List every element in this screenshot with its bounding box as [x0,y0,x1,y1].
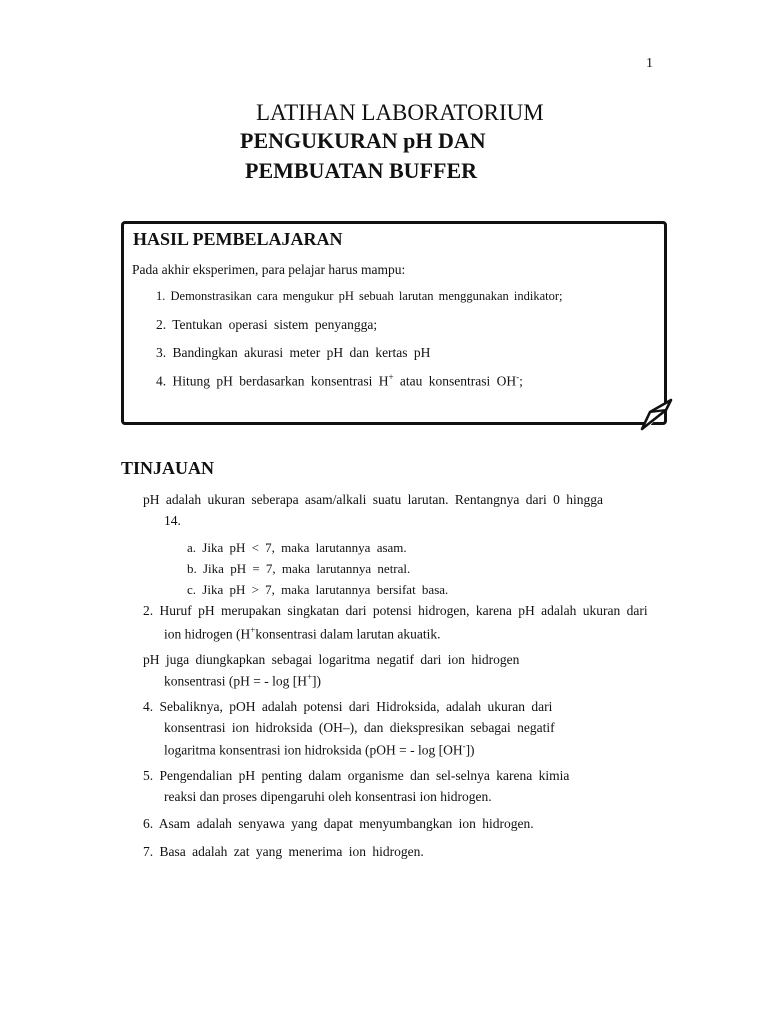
sub-item-a: a. Jika pH < 7, maka larutannya asam. [187,540,407,555]
paragraph-4-line-2: konsentrasi ion hidroksida (OH–), dan diekspresikan sebagai negatif [164,720,555,735]
paragraph-3-line-1: pH juga diungkapkan sebagai logaritma negatif dari ion hidrogen [143,652,520,667]
paragraph-1-line-1: pH adalah ukuran seberapa asam/alkali suatu larutan. Rentangnya dari 0 hingga [143,492,603,507]
learning-outcomes-intro: Pada akhir eksperimen, para pelajar harus mampu: [132,262,406,277]
text-span: konsentrasi (pH = - log [H [164,673,307,689]
text-span: logaritma konsentrasi ion hidroksida (pOH = - log [OH [164,742,463,758]
page-curl-icon [638,396,674,432]
learning-outcome-item: 3. Bandingkan akurasi meter pH dan kertas pH [156,345,431,360]
text-span: ]) [465,742,475,758]
text-span: ion hidrogen (H [164,626,251,642]
text-span: konsentrasi dalam larutan akuatik. [255,626,441,642]
text-span: ]) [312,673,322,689]
item-text: ; [519,373,523,389]
title-line-2: PENGUKURAN pH DAN [240,128,486,153]
title-line-1: LATIHAN LABORATORIUM [256,100,544,125]
paragraph-5-line-2: reaksi dan proses dipengaruhi oleh konsentrasi ion hidrogen. [164,789,492,804]
sub-item-c: c. Jika pH > 7, maka larutannya bersifat basa. [187,582,449,597]
sub-item-b: b. Jika pH = 7, maka larutannya netral. [187,561,411,576]
learning-outcome-item: 1. Demonstrasikan cara mengukur pH sebuah larutan menggunakan indikator; [156,289,563,303]
learning-outcome-item: 2. Tentukan operasi sistem penyangga; [156,317,378,332]
paragraph-2-line-1: 2. Huruf pH merupakan singkatan dari potensi hidrogen, karena pH adalah ukuran dari [143,603,648,618]
item-text: atau konsentrasi OH [393,373,517,389]
superscript-minus: - [462,741,466,751]
superscript-minus: - [516,372,520,382]
paragraph-1-line-2: 14. [164,513,181,528]
paragraph-6: 6. Asam adalah senyawa yang dapat menyumbangkan ion hidrogen. [143,816,534,831]
paragraph-7: 7. Basa adalah zat yang menerima ion hidrogen. [143,844,424,859]
page-number: 1 [646,56,653,71]
learning-outcome-item [156,372,523,390]
paragraph-4-line-3 [164,741,475,759]
superscript-plus: + [306,672,313,682]
item-text: 4. Hitung pH berdasarkan konsentrasi H [156,373,389,389]
paragraph-5-line-1: 5. Pengendalian pH penting dalam organisme dan sel-selnya karena kimia [143,768,570,783]
paragraph-3-line-2 [164,672,321,690]
superscript-plus: + [388,372,394,382]
superscript-plus: + [250,625,256,635]
learning-outcomes-heading: HASIL PEMBELAJARAN [133,229,343,249]
title-line-3: PEMBUATAN BUFFER [245,158,478,183]
paragraph-4-line-1: 4. Sebaliknya, pOH adalah potensi dari Hidroksida, adalah ukuran dari [143,699,553,714]
overview-heading: TINJAUAN [121,458,215,478]
paragraph-2-line-2 [164,625,441,643]
